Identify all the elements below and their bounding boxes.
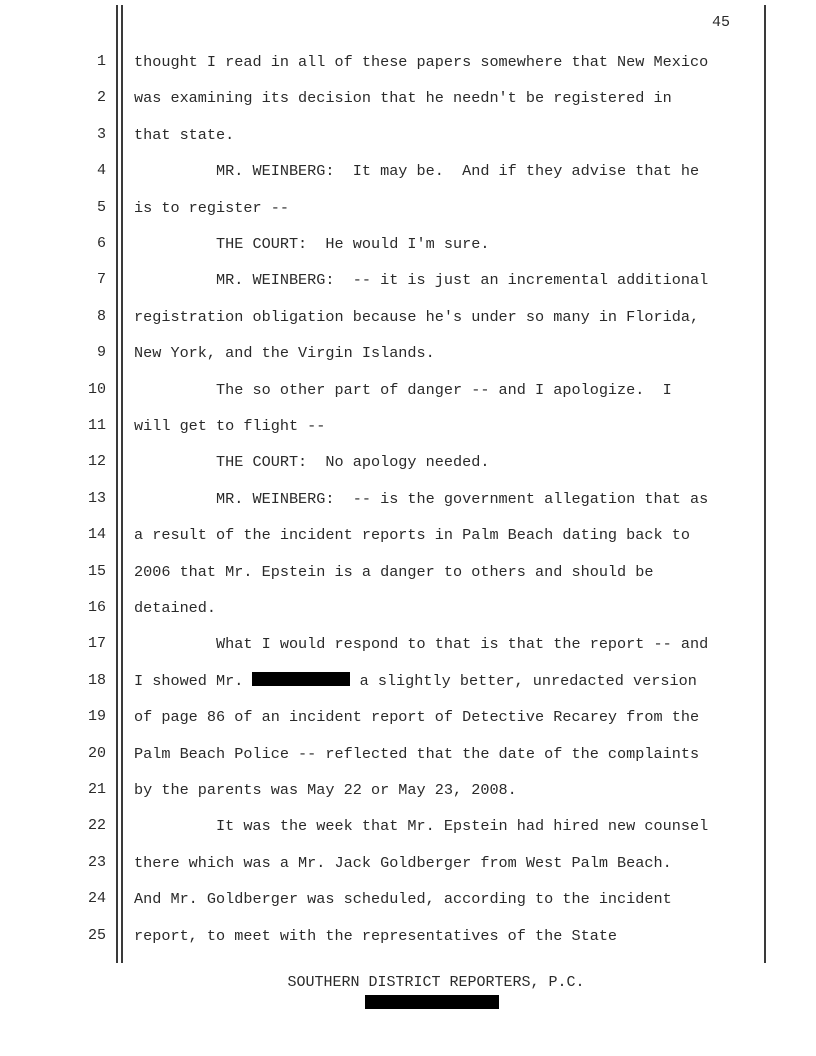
line-text-segment: report, to meet with the representatives of the State — [134, 926, 618, 945]
transcript-line — [0, 80, 816, 116]
transcript-line — [0, 481, 816, 517]
line-number: 23 — [87, 853, 106, 871]
line-text — [134, 89, 672, 107]
line-text — [134, 635, 708, 653]
line-number: 10 — [87, 380, 106, 398]
transcript-line — [0, 517, 816, 553]
line-text-segment: What I would respond to that is that the report -- and — [134, 635, 709, 654]
footer-redaction-bar — [365, 995, 499, 1009]
line-text — [134, 781, 517, 799]
line-text-segment: a result of the incident reports in Palm Beach dating back to — [134, 526, 690, 545]
line-text — [134, 563, 654, 581]
line-number: 12 — [87, 453, 106, 471]
transcript-line — [0, 845, 816, 881]
line-text — [134, 672, 697, 690]
line-number: 8 — [96, 307, 106, 325]
line-text-segment: It was the week that Mr. Epstein had hired new counsel — [134, 817, 709, 836]
line-text — [134, 453, 489, 471]
line-text-segment: is to register -- — [134, 198, 289, 217]
line-number: 22 — [87, 817, 106, 835]
transcript-line — [0, 808, 816, 844]
line-number: 4 — [96, 162, 106, 180]
transcript-line — [0, 663, 816, 699]
line-text-segment: MR. WEINBERG: It may be. And if they advise that he — [134, 162, 700, 181]
line-number: 15 — [87, 562, 106, 580]
line-text — [134, 854, 672, 872]
line-text-segment: that state. — [134, 125, 235, 144]
transcript-line — [0, 626, 816, 662]
line-text-segment: thought I read in all of these papers somewhere that New Mexico — [134, 53, 709, 71]
line-number: 3 — [96, 125, 106, 143]
line-text-segment: a slightly better, unredacted version — [350, 671, 697, 690]
line-number: 1 — [96, 53, 106, 70]
transcript-line — [0, 44, 816, 80]
line-text-segment: THE COURT: No apology needed. — [134, 453, 490, 472]
line-text — [134, 162, 699, 180]
line-text — [134, 199, 289, 217]
line-text — [134, 235, 489, 253]
page-number: 45 — [711, 14, 730, 31]
line-number: 17 — [87, 635, 106, 653]
transcript-line — [0, 881, 816, 917]
line-text — [134, 344, 435, 362]
line-text — [134, 599, 216, 617]
line-number: 20 — [87, 744, 106, 762]
line-number: 25 — [87, 926, 106, 944]
transcript-line — [0, 772, 816, 808]
line-number: 5 — [96, 198, 106, 216]
line-text-segment: will get to flight -- — [134, 417, 326, 435]
transcript-line — [0, 699, 816, 735]
line-number: 6 — [96, 235, 106, 252]
transcript-line — [0, 554, 816, 590]
transcript-line — [0, 736, 816, 772]
transcript-line — [0, 335, 816, 371]
transcript-line — [0, 117, 816, 153]
line-text — [134, 381, 672, 399]
line-text-segment: detained. — [134, 599, 217, 617]
line-text-segment: THE COURT: He would I'm sure. — [134, 235, 490, 253]
transcript-line — [0, 372, 816, 408]
line-text — [134, 927, 617, 945]
line-text-segment: was examining its decision that he needn't be registered in — [134, 89, 672, 108]
line-number: 18 — [87, 671, 106, 689]
line-text — [134, 745, 699, 763]
line-text-segment: MR. WEINBERG: -- is the government allegation that as — [134, 489, 709, 508]
line-text — [134, 53, 708, 71]
transcript-line — [0, 299, 816, 335]
transcript-line — [0, 190, 816, 226]
transcript-line — [0, 918, 816, 954]
line-text — [134, 526, 690, 544]
line-text — [134, 890, 672, 908]
transcript-line — [0, 590, 816, 626]
line-text — [134, 708, 699, 726]
line-text-segment: registration obligation because he's under so many in Florida, — [134, 307, 700, 326]
line-number: 19 — [87, 708, 106, 726]
line-number: 2 — [96, 89, 106, 107]
line-text — [134, 490, 708, 508]
line-text-segment: 2006 that Mr. Epstein is a danger to others and should be — [134, 562, 654, 581]
line-text — [134, 817, 708, 835]
line-text-segment: And Mr. Goldberger was scheduled, according to the incident — [134, 890, 672, 909]
transcript-line — [0, 408, 816, 444]
line-number: 24 — [87, 890, 106, 908]
line-number: 16 — [87, 599, 106, 616]
line-number: 7 — [96, 271, 106, 289]
transcript-line — [0, 226, 816, 262]
line-number: 11 — [87, 417, 106, 434]
line-text-segment: of page 86 of an incident report of Detective Recarey from the — [134, 708, 700, 727]
line-text-segment: The so other part of danger -- and I apologize. I — [134, 380, 672, 399]
line-text-segment: MR. WEINBERG: -- it is just an incremental additional — [134, 271, 709, 290]
line-text — [134, 417, 325, 435]
line-text — [134, 126, 234, 144]
line-text — [134, 308, 699, 326]
line-text-segment: New York, and the Virgin Islands. — [134, 344, 435, 363]
footer-reporter: SOUTHERN DISTRICT REPORTERS, P.C. — [287, 974, 585, 991]
line-text — [134, 271, 708, 289]
line-text-segment: by the parents was May 22 or May 23, 2008. — [134, 781, 517, 799]
line-number: 13 — [87, 489, 106, 507]
line-number: 21 — [87, 781, 106, 798]
line-number: 14 — [87, 526, 106, 544]
line-number: 9 — [96, 344, 106, 362]
transcript-line — [0, 444, 816, 480]
transcript-line — [0, 262, 816, 298]
transcript-line — [0, 153, 816, 189]
redaction-bar — [252, 672, 350, 686]
line-text-segment: I showed Mr. — [134, 671, 253, 690]
line-text-segment: there which was a Mr. Jack Goldberger from West Palm Beach. — [134, 853, 672, 872]
line-text-segment: Palm Beach Police -- reflected that the date of the complaints — [134, 744, 700, 763]
